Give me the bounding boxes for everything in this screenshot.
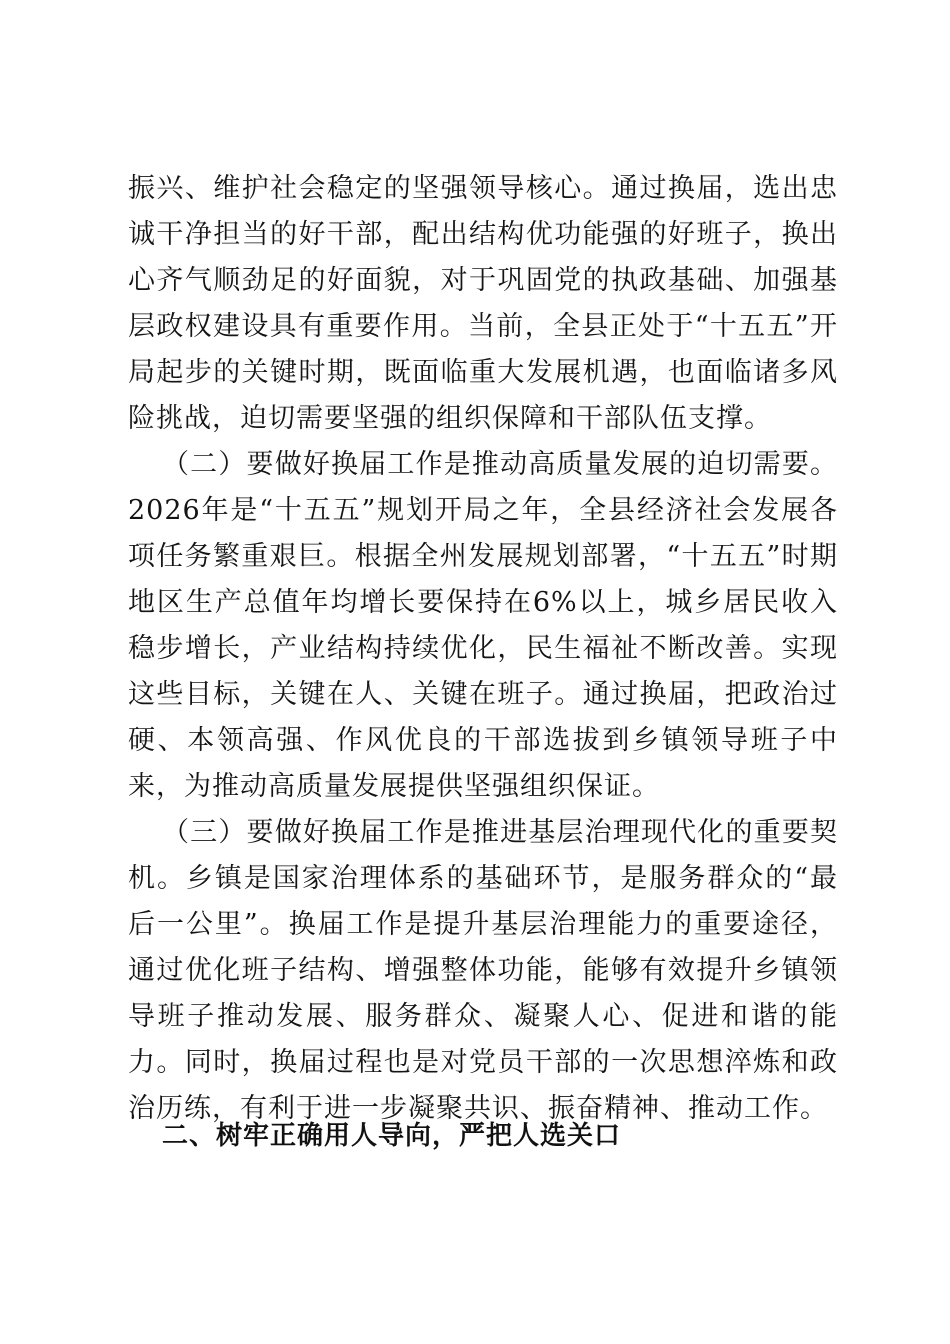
section-heading: 二、树牢正确用人导向，严把人选关口 bbox=[162, 1121, 622, 1151]
paragraph-section-3: （三）要做好换届工作是推进基层治理现代化的重要契机。乡镇是国家治理体系的基础环节，是服务群众的“最后一公里”。换届工作是提升基层治理能力的重要途径，通过优化班子结构、增强整体功能，能够有效提升乡镇领导班子推动发展、服务群众、凝聚人心、促进和谐的能力。同时，换届过程也是对党员干部的一次思想淬炼和政治历练，有利于进一步凝聚共识、振奋精神、推动工作。 bbox=[128, 817, 838, 1124]
paragraph-section-2: （二）要做好换届工作是推动高质量发展的迫切需要。2026年是“十五五”规划开局之年，全县经济社会发展各项任务繁重艰巨。根据全州发展规划部署，“十五五”时期地区生产总值年均增长要保持在6%以上，城乡居民收入稳步增长，产业结构持续优化，民生福祉不断改善。实现这些目标，关键在人、关键在班子。通过换届，把政治过硬、本领高强、作风优良的干部选拔到乡镇领导班子中来，为推动高质量发展提供坚强组织保证。 bbox=[128, 449, 838, 802]
body-text bbox=[128, 166, 838, 1132]
paragraph-continuation: 振兴、维护社会稳定的坚强领导核心。通过换届，选出忠诚干净担当的好干部，配出结构优功能强的好班子，换出心齐气顺劲足的好面貌，对于巩固党的执政基础、加强基层政权建设具有重要作用。当前，全县正处于“十五五”开局起步的关键时期，既面临重大发展机遇，也面临诸多风险挑战，迫切需要坚强的组织保障和干部队伍支撑。 bbox=[128, 173, 838, 434]
